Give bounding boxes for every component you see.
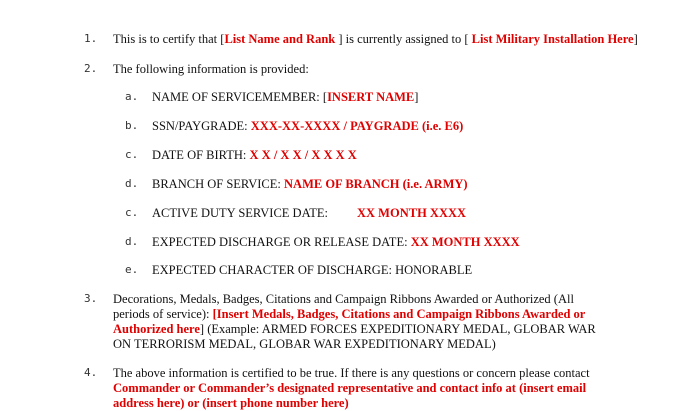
placeholder-value: NAME OF BRANCH (i.e. ARMY): [284, 177, 468, 191]
item-3-text: Decorations, Medals, Badges, Citations and Campaign Ribbons Awarded or Authorized (All periods of service): [Insert Medals, Badges, Citations and Campaign Ribbons Awarded or Authorized here] (Example: ARMED FORCES EXPEDITIONARY MEDAL, GLOBAR WAR ON TERRORISM MEDAL, GLOBAR WAR EXPEDITIONARY MEDAL): [113, 292, 596, 351]
placeholder-value: XX MONTH XXXX: [410, 235, 520, 249]
placeholder-value: XX MONTH XXXX: [357, 206, 467, 220]
item-number: 3.: [84, 292, 98, 305]
medals-placeholder: [Insert Medals, Badges, Citations and Campaign Ribbons Awarded or: [212, 307, 586, 321]
medals-placeholder-cont: Authorized here: [113, 322, 200, 336]
item-number: 1.: [84, 32, 98, 45]
subitem-letter: c.: [125, 148, 139, 161]
item-4-text: The above information is certified to be true. If there is any questions or concern please contact Commander or Commander’s designated representative and contact info at (insert email address here) or (insert phone number here): [113, 366, 613, 411]
subitem-letter: d.: [125, 235, 139, 248]
contact-placeholder-cont: address here) or (insert phone number here): [113, 396, 349, 410]
subitem-letter: b.: [125, 119, 139, 132]
installation-placeholder: List Military Installation Here: [471, 32, 634, 46]
name-rank-placeholder: List Name and Rank: [224, 32, 336, 46]
item-1-text: This is to certify that [List Name and Rank ] is currently assigned to [ List Military Installation Here]: [113, 32, 638, 46]
certification-document: 1. This is to certify that [List Name and Rank ] is currently assigned to [ List Military Installation Here] 2. The following information is provided: a. NAME OF SERVICEMEMBER: [INSERT NAME] b. SSN/PAYGRADE: XXX-XX-XXXX / PAYGRADE (i.e. E6) c. DATE OF BIRTH: X X / X X / X X X X d. BRANCH OF SERVICE: NAME OF BRANCH (i.e. ARMY) c. ACTIVE DUTY SERVICE DATE: XX MONTH XXXX d. EXPECTED DISCHARGE OR RELEASE DATE: XX MONTH XXXX e. EXPECTED CHARACTER OF DISCHARGE: HONORABLE 3. Decorations, Medals, Badges, Citations and Campaign Ribbons Awarded or Authorized (All periods of service): [Insert Medals, Badges, Citations and Campaign Ribbons Awarded or Authorized here] (Example: ARMED FORCES EXPEDITIONARY MEDAL, GLOBAR WAR ON TERRORISM MEDAL, GLOBAR WAR EXPEDITIONARY MEDAL) 4. The above information is certified to be true. If there is any questions or concern please contact Commander or Commander’s designated representative and contact info at (insert email address here) or (insert phone number here): [84, 32, 638, 410]
subitem-letter: c.: [125, 206, 139, 219]
item-2-text: The following information is provided:: [113, 62, 309, 76]
item-number: 2.: [84, 62, 98, 75]
subitem-letter: d.: [125, 177, 139, 190]
placeholder-value: INSERT NAME: [327, 90, 415, 104]
subitem-letter: a.: [125, 90, 139, 103]
contact-placeholder: Commander or Commander’s designated representative and contact info at (insert email: [113, 381, 587, 395]
placeholder-value: XXX-XX-XXXX / PAYGRADE (i.e. E6): [250, 119, 464, 133]
item-number: 4.: [84, 366, 98, 379]
placeholder-value: X X / X X / X X X X: [249, 148, 357, 162]
subitem-letter: e.: [125, 263, 139, 276]
